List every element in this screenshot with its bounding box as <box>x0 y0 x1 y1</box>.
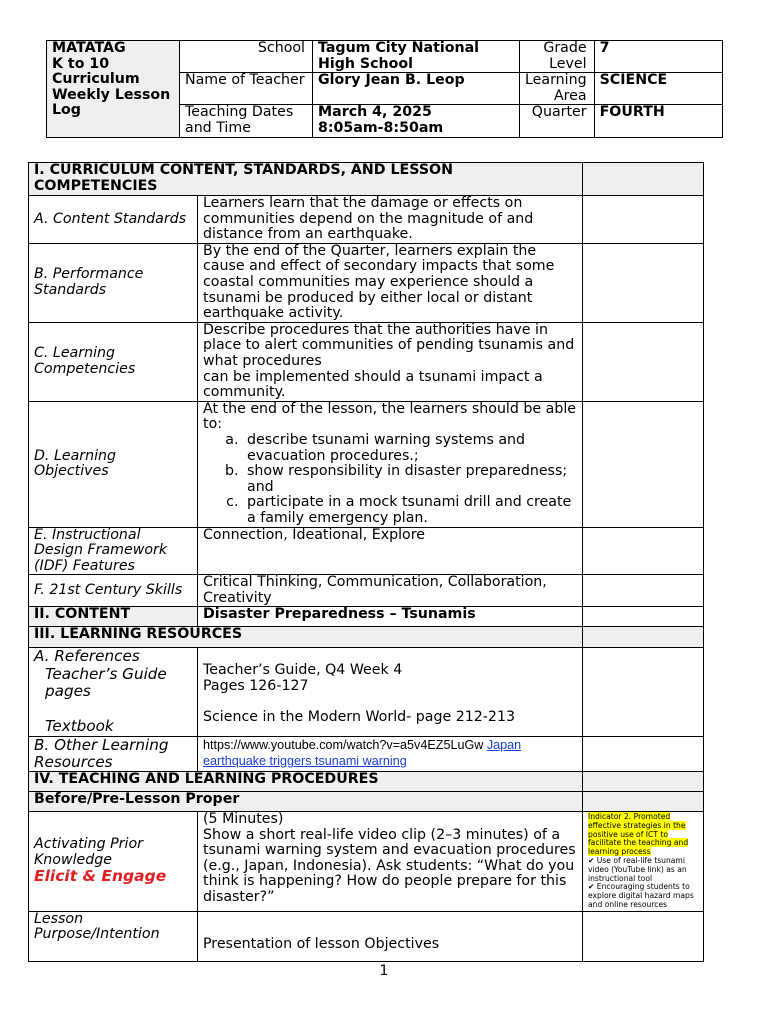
side-cell <box>583 196 704 244</box>
grade-value: 7 <box>594 41 722 73</box>
side-cell <box>583 648 704 737</box>
teacher-label: Name of Teacher <box>180 73 313 105</box>
tg-label: Teacher’s Guide pages <box>45 664 167 701</box>
idf-label: E. Instructional Design Framework (IDF) Features <box>29 527 198 575</box>
references-label: A. References <box>34 647 140 666</box>
objective-item: c. participate in a mock tsunami drill and create a family emergency plan. <box>243 495 577 526</box>
learning-objectives-cell <box>198 401 583 527</box>
objective-item: a. describe tsunami warning systems and evacuation procedures.; <box>243 433 577 464</box>
section-side-cell <box>583 771 704 791</box>
indicator-item: ✔ Use of real-life tsunami video (YouTube link) as an instructional tool <box>588 855 687 883</box>
purpose-label: Lesson Purpose/Intention <box>29 911 198 961</box>
section-side-cell <box>583 627 704 648</box>
indicator-item: ✔ Encouraging students to explore digital hazard maps and online resources <box>588 882 694 909</box>
section-side-cell <box>583 791 704 811</box>
content-section-title: II. CONTENT <box>29 607 198 627</box>
dates-label: Teaching Dates and Time <box>180 105 313 137</box>
performance-standards-text: By the end of the Quarter, learners explain the cause and effect of secondary impacts that some coastal communities may experience should a tsunami be produced by either local or distant earthquake activity. <box>198 243 583 322</box>
quarter-label: Quarter <box>520 105 595 137</box>
school-label: School <box>180 41 313 73</box>
objectives-list <box>203 433 577 527</box>
content-value: Disaster Preparedness – Tsunamis <box>198 607 583 627</box>
side-cell <box>583 575 704 607</box>
date-text: March 4, 2025 <box>318 104 432 121</box>
log-title-line: Log <box>52 102 81 119</box>
activity-duration: (5 Minutes) <box>203 810 284 827</box>
side-cell <box>583 322 704 401</box>
learning-competencies-text <box>198 322 583 401</box>
page-number: 1 <box>379 963 389 979</box>
log-title-line: K to 10 <box>52 55 110 72</box>
objectives-intro: At the end of the lesson, the learners should be able to: <box>203 400 577 433</box>
log-title-line: Curriculum <box>52 71 140 88</box>
other-resources-cell <box>198 736 583 771</box>
other-resources-label: B. Other Learning Resources <box>29 736 198 771</box>
section-side-cell <box>583 163 704 196</box>
side-cell <box>583 911 704 961</box>
activating-text-cell <box>198 811 583 911</box>
resource-link[interactable]: Japan earthquake triggers tsunami warning <box>203 737 522 769</box>
performance-standards-label: B. Performance Standards <box>29 243 198 322</box>
log-title <box>47 41 180 138</box>
textbook-label: Textbook <box>45 717 114 736</box>
purpose-text: Presentation of lesson Objectives <box>198 911 583 961</box>
time-text: 8:05am-8:50am <box>318 119 444 136</box>
side-cell <box>583 607 704 627</box>
skills-label: F. 21st Century Skills <box>29 575 198 607</box>
activating-label-cell <box>29 811 198 911</box>
learning-competencies-label: C. Learning Competencies <box>29 322 198 401</box>
lesson-table <box>28 162 704 962</box>
resources-section-title: III. LEARNING RESOURCES <box>29 627 583 648</box>
section-title: I. CURRICULUM CONTENT, STANDARDS, AND LESSON COMPETENCIES <box>29 163 583 196</box>
resource-url: https://www.youtube.com/watch?v=a5v4EZ5LuGw <box>203 737 484 752</box>
indicator-highlight: Indicator 2. Promoted effective strategies in the positive use of ICT to facilitate the teaching and learning process <box>588 811 689 857</box>
side-cell <box>583 243 704 322</box>
textbook-value: Science in the Modern World- page 212-213 <box>203 709 515 726</box>
content-standards-label: A. Content Standards <box>29 196 198 244</box>
activating-label: Activating Prior Knowledge <box>34 836 143 869</box>
skills-text: Critical Thinking, Communication, Collaboration, Creativity <box>198 575 583 607</box>
side-cell <box>583 736 704 771</box>
idf-text: Connection, Ideational, Explore <box>198 527 583 575</box>
references-value-cell <box>198 648 583 737</box>
elicit-engage-tag: Elicit & Engage <box>34 866 167 885</box>
competencies-line: can be implemented should a tsunami impact a community. <box>203 368 543 401</box>
header-table <box>46 40 723 138</box>
grade-label: Grade Level <box>520 41 595 73</box>
competencies-line: Describe procedures that the authorities have in place to alert communities of pending tsunamis and what procedures <box>203 321 575 369</box>
pre-lesson-subtitle: Before/Pre-Lesson Proper <box>29 791 583 811</box>
activity-text: Show a short real-life video clip (2–3 minutes) of a tsunami warning system and evacuation procedures (e.g., Japan, Indonesia). Ask students: “What do you think is happening? How do people prepare for this disaster?” <box>203 826 576 905</box>
teacher-value: Glory Jean B. Leop <box>313 73 520 105</box>
area-label: Learning Area <box>520 73 595 105</box>
area-value: SCIENCE <box>594 73 722 105</box>
references-label-cell <box>29 648 198 737</box>
learning-objectives-label: D. Learning Objectives <box>29 401 198 527</box>
pages-value: Pages 126-127 <box>203 678 309 695</box>
objective-item: b. show responsibility in disaster preparedness; and <box>243 464 577 495</box>
content-standards-text: Learners learn that the damage or effects on communities depend on the magnitude of and distance from an earthquake. <box>198 196 583 244</box>
tg-value: Teacher’s Guide, Q4 Week 4 <box>203 662 403 679</box>
indicator-note <box>583 811 704 911</box>
side-cell <box>583 401 704 527</box>
quarter-value: FOURTH <box>594 105 722 137</box>
school-value: Tagum City National High School <box>313 41 520 73</box>
log-title-line: MATATAG <box>52 40 126 56</box>
procedures-section-title: IV. TEACHING AND LEARNING PROCEDURES <box>29 771 583 791</box>
dates-value <box>313 105 520 137</box>
log-title-line: Weekly Lesson <box>52 86 171 103</box>
side-cell <box>583 527 704 575</box>
